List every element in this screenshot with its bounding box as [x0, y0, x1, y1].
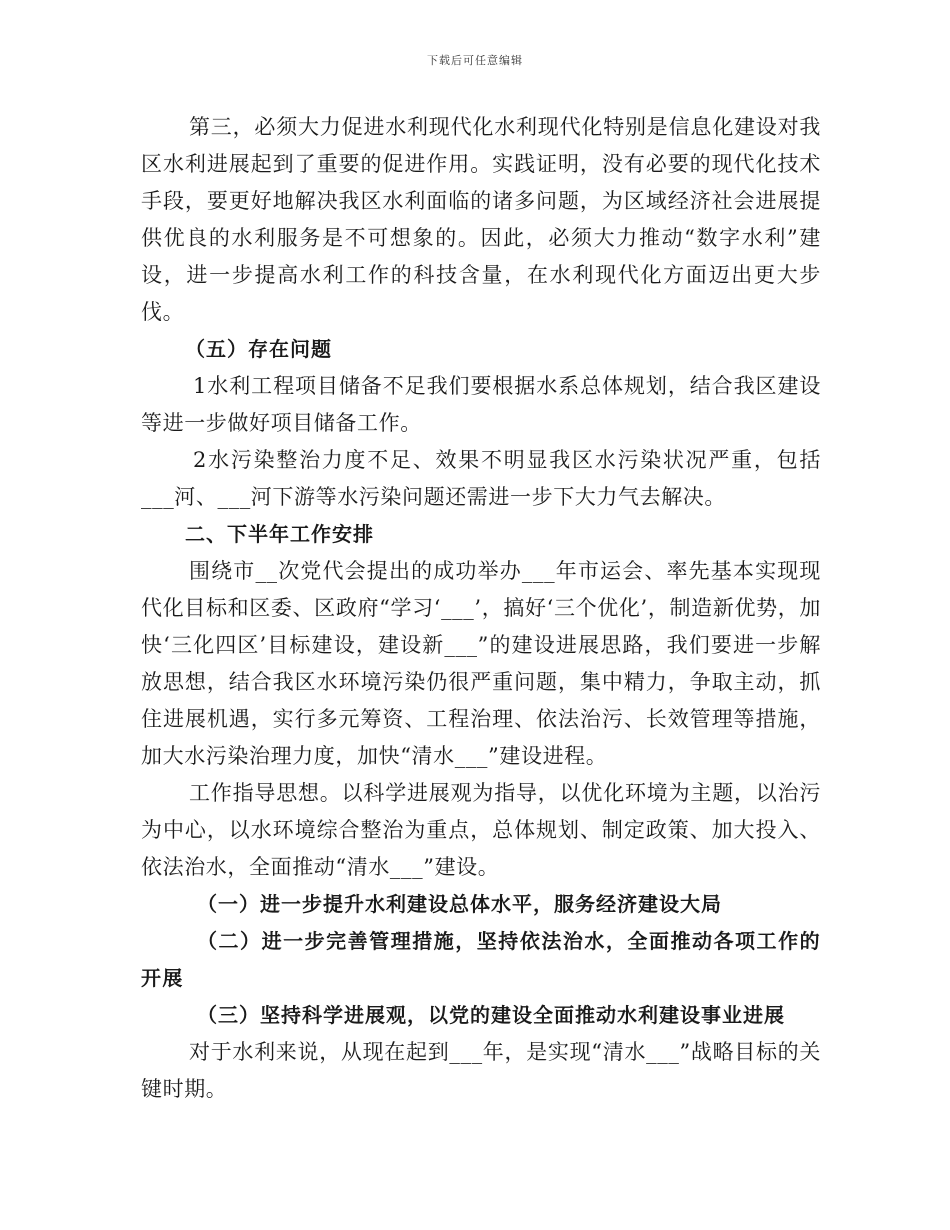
paragraph-problem-1: 1水利工程项目储备不足我们要根据水系总体规划，结合我区建设等进一步做好项目储备工作。: [141, 374, 821, 435]
paragraph-plan-intro: 围绕市__次党代会提出的成功举办___年市运会、率先基本实现现代化目标和区委、区政府“学习‘___’，搞好‘三个优化’，制造新优势，加快‘三化四区’目标建设，建设新___”的建设进展思路，我们要进一步解放思想，结合我区水环境污染仍很严重问题，集中精力，争取主动，抓住进展机遇，实行多元筹资、工程治理、依法治污、长效管理等措施，加大水污染治理力度，加快“清水___”建设进程。: [141, 559, 821, 768]
section-heading-problems: （五）存在问题: [185, 337, 332, 361]
document-body: [141, 109, 821, 1108]
page-header: 下载后可任意编辑: [427, 54, 523, 67]
paragraph-key-period: 对于水利来说，从现在起到___年，是实现“清水___”战略目标的关键时期。: [141, 1040, 821, 1101]
subheading-three: （三）坚持科学进展观，以党的建设全面推动水利建设事业进展: [197, 1003, 785, 1027]
paragraph-third-point: 第三，必须大力促进水利现代化水利现代化特别是信息化建设对我区水利进展起到了重要的促进作用。实践证明，没有必要的现代化技术手段，要更好地解决我区水利面临的诸多问题，为区域经济社会进展提供优良的水利服务是不可想象的。因此，必须大力推动“数字水利”建设，进一步提高水利工作的科技含量，在水利现代化方面迈出更大步伐。: [141, 115, 821, 324]
section-heading-plan: 二、下半年工作安排: [185, 522, 374, 546]
subheading-two: （二）进一步完善管理措施，坚持依法治水，全面推动各项工作的开展: [141, 929, 821, 990]
subheading-one: （一）进一步提升水利建设总体水平，服务经济建设大局: [197, 892, 722, 916]
paragraph-guiding-thought: 工作指导思想。以科学进展观为指导，以优化环境为主题，以治污为中心，以水环境综合整治为重点，总体规划、制定政策、加大投入、依法治水，全面推动“清水___”建设。: [141, 781, 821, 879]
paragraph-problem-2: 2水污染整治力度不足、效果不明显我区水污染状况严重，包括___河、___河下游等水污染问题还需进一步下大力气去解决。: [141, 448, 821, 509]
